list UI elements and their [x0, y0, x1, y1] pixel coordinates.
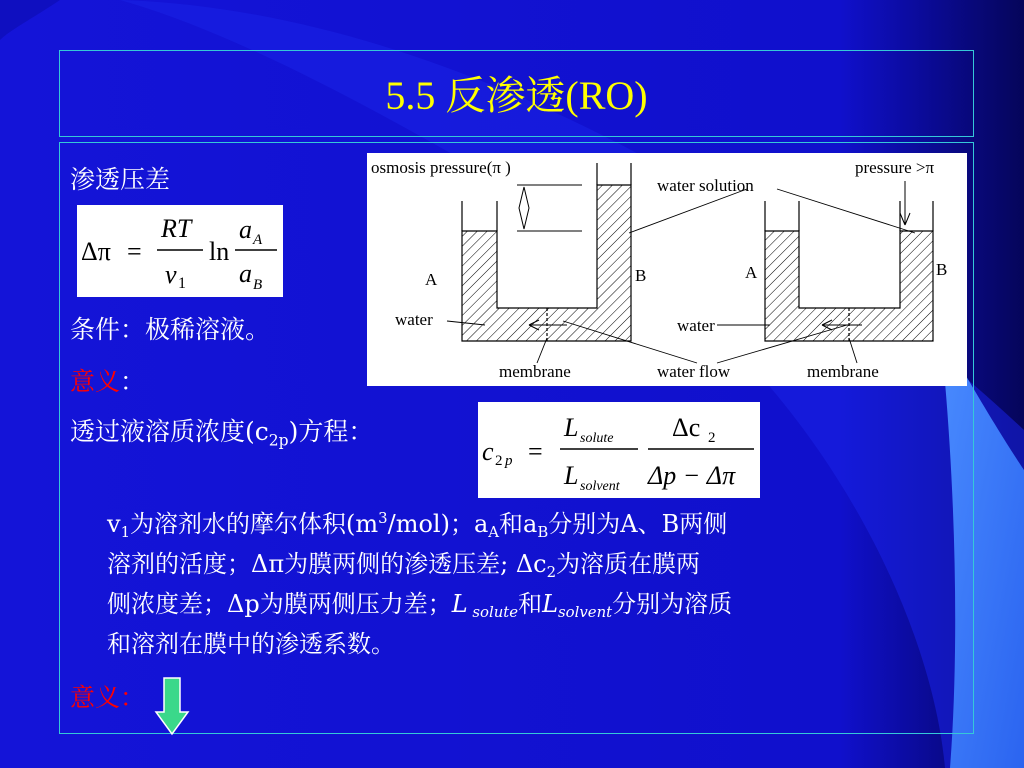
- permeate-concentration-formula: [478, 402, 760, 498]
- definition-line-1: $v_1$为溶剂水的摩尔体积$(m^3/mol)$；$a_A$和$a_B$分别为A、B两侧: [107, 509, 728, 542]
- label-b-left: B: [635, 266, 647, 285]
- meaning-colon-2: ：: [120, 683, 146, 712]
- label-water-right: water: [677, 316, 715, 335]
- formula-equals: =: [127, 237, 142, 266]
- equation-intro-sub: 2p: [268, 431, 289, 450]
- label-b-right: B: [936, 260, 948, 279]
- formula-aB-sub: B: [253, 277, 263, 293]
- label-a-right: A: [745, 263, 758, 282]
- c2p-lhs: c: [482, 437, 494, 466]
- c2p-equals: =: [528, 437, 543, 466]
- left-u-tube: [462, 163, 631, 341]
- slide-title: 5.5 反渗透(RO): [385, 73, 648, 118]
- formula-lhs: Δπ: [81, 237, 111, 266]
- formula-denominator-sub: 1: [178, 275, 186, 292]
- formula-aA-sub: A: [253, 232, 263, 248]
- meaning-line-1: [70, 362, 145, 398]
- definition-line-2: 溶剂的活度；Δπ为膜两侧的渗透压差; $\Delta c_2$为溶质在膜两: [107, 550, 701, 582]
- equation-intro: [70, 412, 373, 448]
- meaning-line-2: [70, 678, 145, 714]
- formula-aA: a: [239, 215, 252, 244]
- osmosis-diagram: [367, 153, 967, 386]
- right-u-tube: [765, 181, 933, 341]
- c2p-L-solute-sub: solute: [580, 431, 614, 446]
- variable-definitions: [107, 504, 963, 664]
- equation-intro-b: )方程：: [288, 417, 374, 446]
- label-osmosis-pressure: osmosis pressure(π ): [371, 158, 511, 177]
- c2p-delta-c-sub: 2: [708, 430, 716, 446]
- meaning-label-2: 意义: [70, 683, 121, 712]
- definition-line-4: 和溶剂在膜中的渗透系数。: [107, 630, 395, 658]
- c2p-L-solute: L: [564, 413, 579, 442]
- section-heading: 渗透压差: [70, 165, 171, 194]
- meaning-colon: ：: [120, 367, 146, 396]
- c2p-denominator: Δp − Δπ: [648, 461, 736, 490]
- formula-ln: ln: [209, 237, 230, 266]
- label-water-flow: water flow: [657, 362, 731, 381]
- equation-intro-a: 透过液溶质浓度(c: [70, 417, 269, 446]
- c2p-L-solvent: L: [564, 461, 579, 490]
- label-water-left: water: [395, 310, 433, 329]
- label-membrane-right: membrane: [807, 362, 879, 381]
- c2p-L-solvent-sub: solvent: [580, 479, 620, 494]
- c2p-lhs-sub2: p: [505, 453, 513, 469]
- c2p-lhs-sub1: 2: [495, 453, 503, 469]
- formula-denominator: v: [165, 260, 177, 289]
- label-water-solution: water solution: [657, 176, 754, 195]
- down-arrow-icon[interactable]: [154, 676, 190, 736]
- meaning-label: 意义: [70, 367, 121, 396]
- definition-line-3: 侧浓度差；Δp为膜两侧压力差；L $_{solute}$和$L_{solvent}$分别为溶质: [107, 590, 733, 622]
- condition-text: 条件：极稀溶液。: [70, 315, 271, 344]
- osmotic-pressure-formula: [77, 205, 283, 297]
- label-a-left: A: [425, 270, 438, 289]
- label-membrane-left: membrane: [499, 362, 571, 381]
- c2p-delta-c: Δc: [672, 413, 701, 442]
- label-pressure: pressure >π: [855, 158, 935, 177]
- formula-aB: a: [239, 259, 252, 288]
- formula-numerator: RT: [161, 214, 192, 243]
